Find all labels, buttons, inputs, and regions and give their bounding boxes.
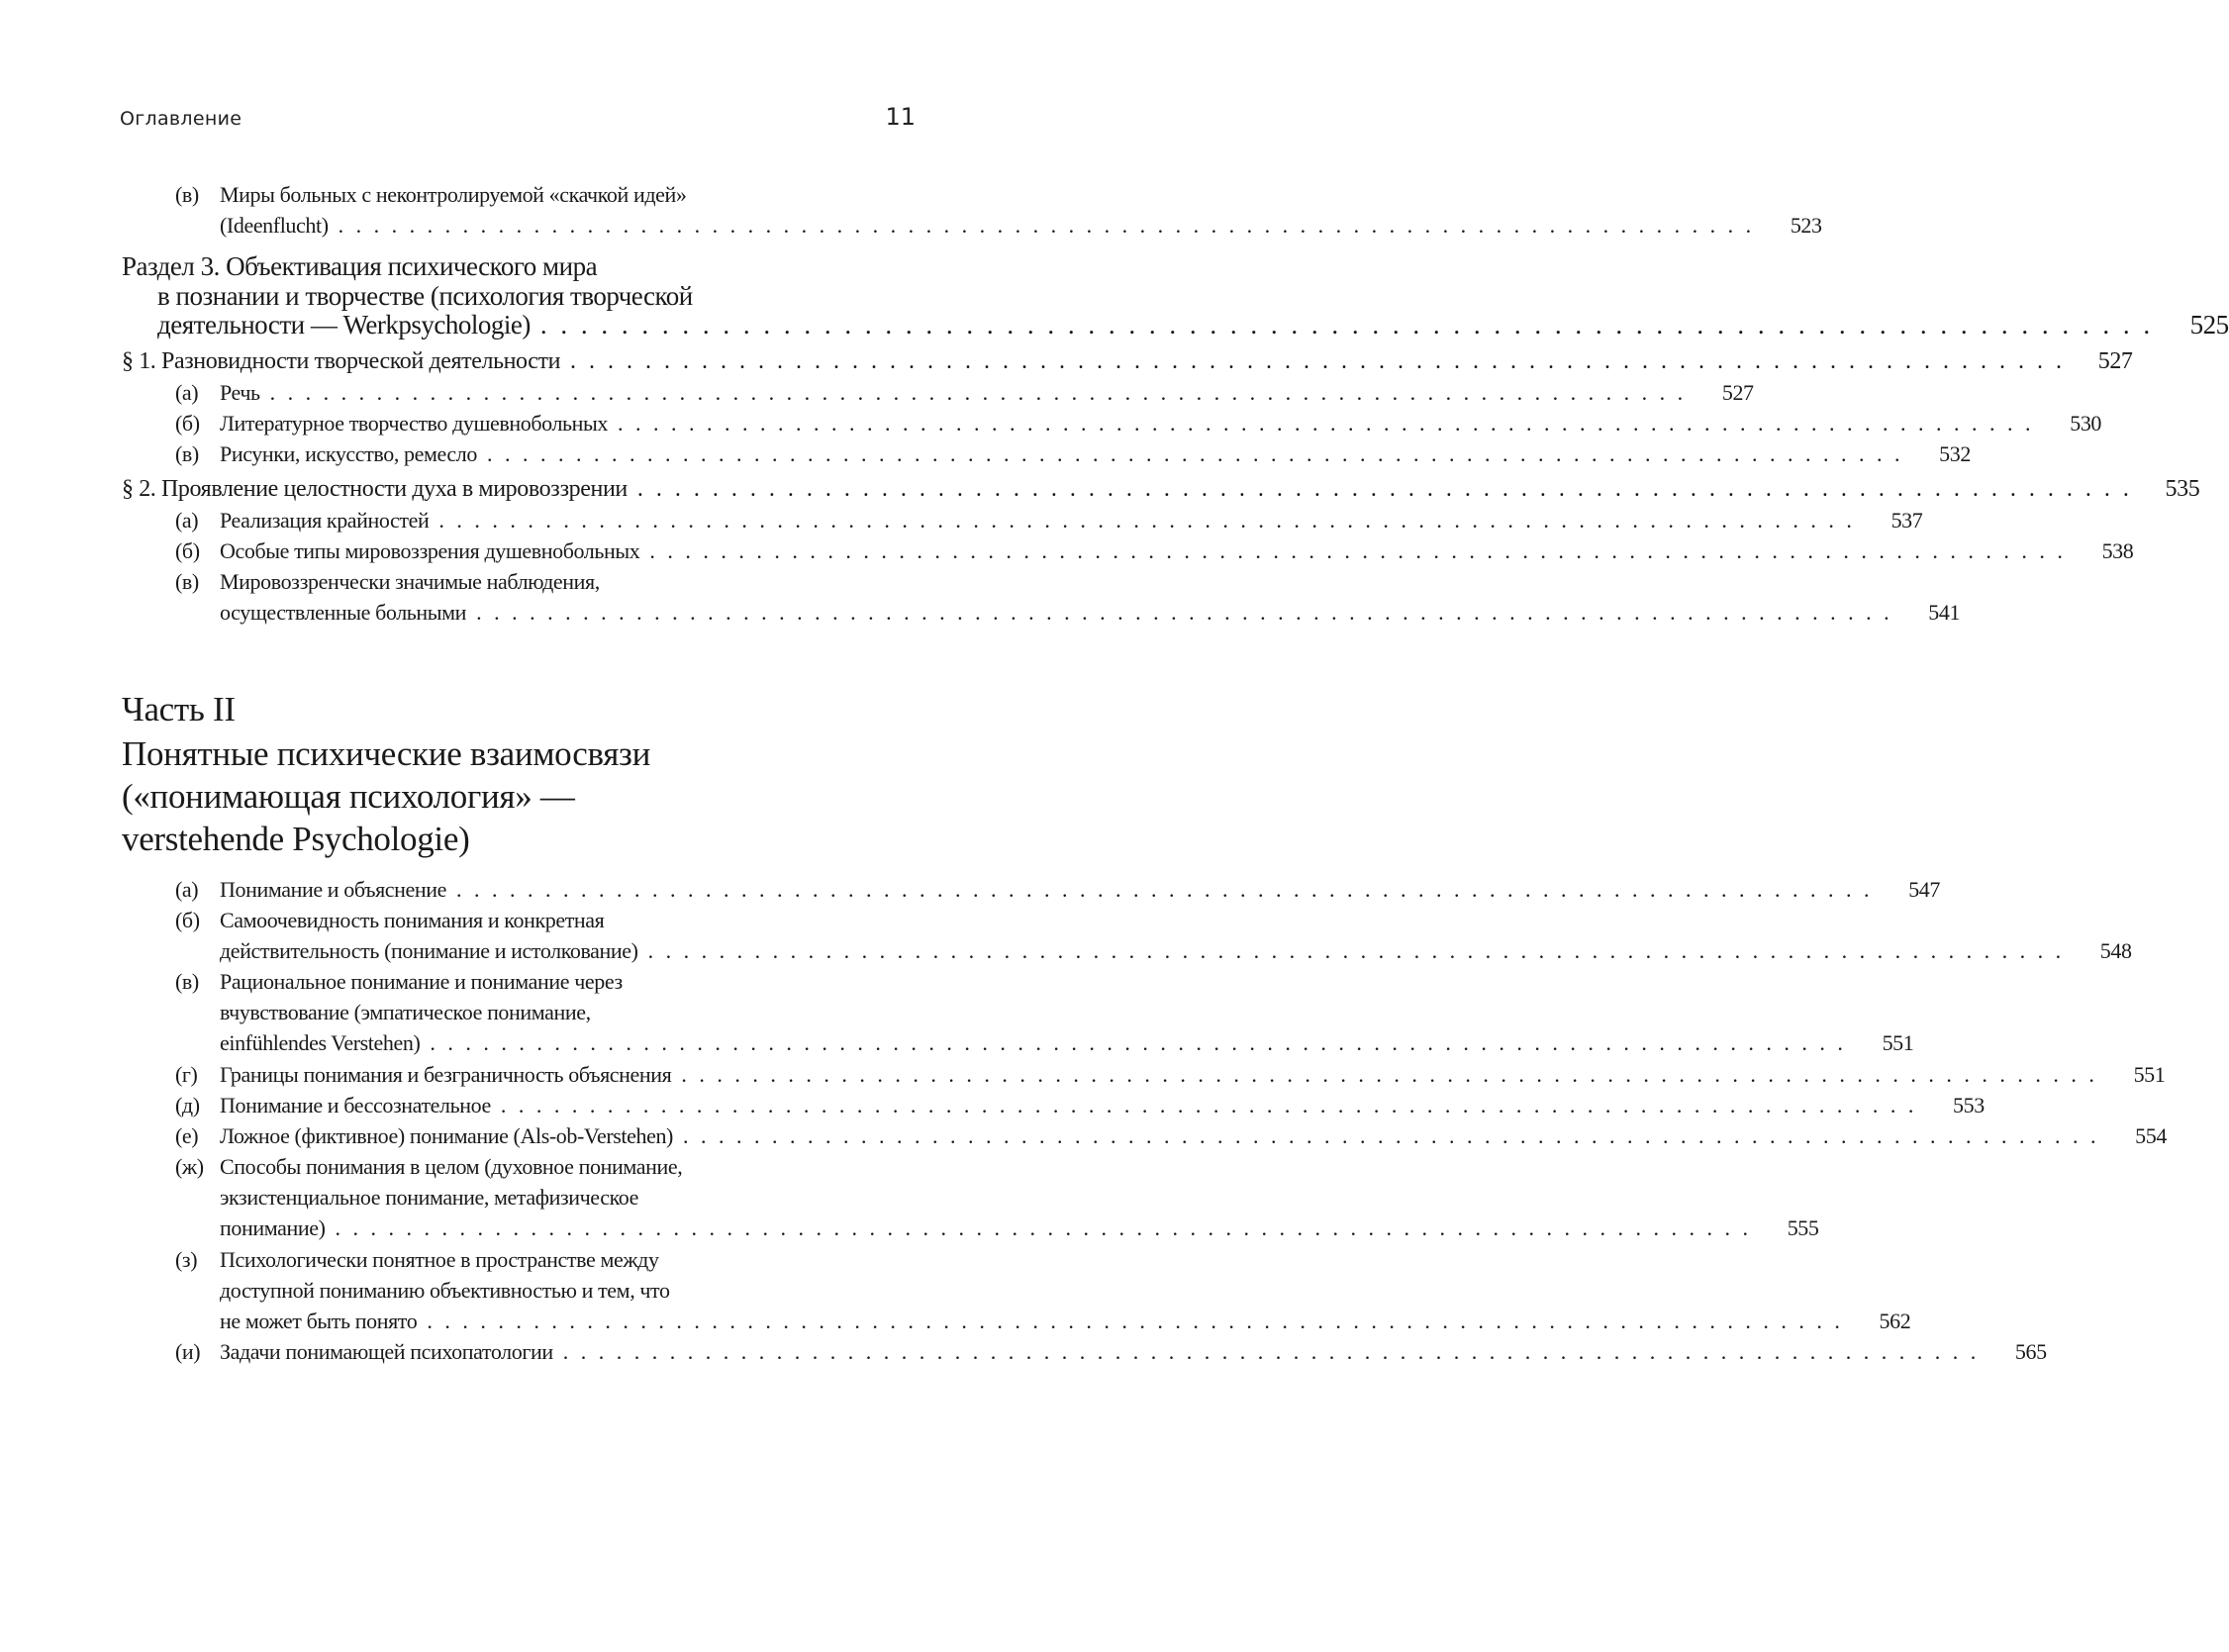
toc-section-entry[interactable] [0, 251, 2229, 340]
dot-leader: . . . . . . . . . . . . . . . . . . . . . . . . . . . . . . . . . . . . . . . . . . . . . . . . . . . . . . . . . . . . . . . . . . . . . . . . . . . . . . . . [430, 1030, 1847, 1055]
toc-item-title: в познании и творчестве (психология творческой [157, 280, 693, 311]
toc-page-number: 541 [1928, 600, 1961, 625]
toc-line [0, 282, 916, 312]
toc-line [0, 1027, 1914, 1058]
toc-line [0, 505, 1923, 535]
dot-leader: . . . . . . . . . . . . . . . . . . . . . . . . . . . . . . . . . . . . . . . . . . . . . . . . . . . . . . . . . . . . . . . . . . . . . . . . . . . . . . . . [562, 1339, 1980, 1364]
toc-subentry[interactable] [0, 1151, 1819, 1243]
toc-subentry[interactable] [0, 874, 1941, 905]
toc-line [0, 377, 1754, 408]
toc-line [0, 935, 2132, 966]
dot-leader: . . . . . . . . . . . . . . . . . . . . . . . . . . . . . . . . . . . . . . . . . . . . . . . . . . . . . . . . . . . . . . . . . . . . . . . . . . . . . . . . [438, 508, 1856, 533]
dot-leader: . . . . . . . . . . . . . . . . . . . . . . . . . . . . . . . . . . . . . . . . . . . . . . . . . . . . . . . . . . . . . . . . . . . . . . . . . . . . . . . . [456, 877, 1874, 902]
toc-item-title: осуществленные больными [220, 600, 467, 625]
toc-subentry[interactable] [0, 408, 2102, 438]
toc-subentry[interactable] [0, 505, 1923, 535]
dot-leader: . . . . . . . . . . . . . . . . . . . . . . . . . . . . . . . . . . . . . . . . . . . . . . . . . . . . . . . . . . . . . . . . . . . . . . . . . . . . . . . . [636, 476, 2133, 502]
toc-item-label: (б) [175, 908, 200, 932]
dot-leader: . . . . . . . . . . . . . . . . . . . . . . . . . . . . . . . . . . . . . . . . . . . . . . . . . . . . . . . . . . . . . . . . . . . . . . . . . . . . . . . . [539, 310, 2154, 340]
toc-subentry[interactable] [0, 905, 2132, 966]
toc-line [0, 1151, 916, 1182]
toc-page-number: 553 [1953, 1093, 1985, 1118]
toc-page-number: 523 [1790, 213, 1822, 238]
toc-subentry[interactable] [0, 1120, 2167, 1151]
toc-item-title: не может быть понято [220, 1309, 418, 1333]
toc-page-number: 537 [1890, 508, 1923, 533]
toc-line [0, 1059, 2166, 1090]
dot-leader: . . . . . . . . . . . . . . . . . . . . . . . . . . . . . . . . . . . . . . . . . . . . . . . . . . . . . . . . . . . . . . . . . . . . . . . . . . . . . . . . [338, 213, 1755, 238]
toc-page-number: 565 [2014, 1339, 2047, 1364]
toc-page-number: 551 [2133, 1062, 2166, 1087]
dot-leader: . . . . . . . . . . . . . . . . . . . . . . . . . . . . . . . . . . . . . . . . . . . . . . . . . . . . . . . . . . . . . . . . . . . . . . . . . . . . . . . . [486, 441, 1903, 466]
toc-page-number: 555 [1787, 1215, 1819, 1240]
toc-page-number: 530 [2070, 411, 2102, 436]
toc-subentry[interactable] [0, 179, 1822, 241]
toc-page-number: 548 [2099, 938, 2132, 963]
toc-item-title: экзистенциальное понимание, метафизическое [220, 1185, 638, 1210]
toc-item-title: доступной пониманию объективностью и тем, что [220, 1278, 670, 1303]
toc-page-number: 562 [1879, 1309, 1911, 1333]
toc-item-title: (Ideenflucht) [220, 213, 329, 238]
toc-item-title: Понимание и бессознательное [220, 1093, 491, 1118]
toc-item-title: Реализация крайностей [220, 508, 430, 533]
toc-line [0, 566, 916, 597]
toc-item-label: (в) [175, 569, 199, 594]
toc-line [0, 252, 916, 282]
toc-line [0, 210, 1822, 241]
running-header-title: Оглавление [120, 108, 242, 130]
toc-item-title: Мировоззренчески значимые наблюдения, [220, 569, 600, 594]
toc-item-title: Раздел 3. Объективация психического мира [122, 251, 598, 281]
toc-line [0, 597, 1961, 628]
toc-line [0, 1336, 2047, 1367]
toc-line [0, 1244, 916, 1275]
toc-line [0, 346, 2133, 377]
toc-page-number: 551 [1882, 1030, 1914, 1055]
toc-line [0, 1120, 2167, 1151]
dot-leader: . . . . . . . . . . . . . . . . . . . . . . . . . . . . . . . . . . . . . . . . . . . . . . . . . . . . . . . . . . . . . . . . . . . . . . . . . . . . . . . . [618, 411, 2035, 436]
toc-item-label: (а) [175, 508, 199, 533]
toc-line [0, 408, 2102, 438]
toc-item-label: (е) [175, 1123, 199, 1148]
dot-leader: . . . . . . . . . . . . . . . . . . . . . . . . . . . . . . . . . . . . . . . . . . . . . . . . . . . . . . . . . . . . . . . . . . . . . . . . . . . . . . . . [269, 380, 1687, 405]
toc-line [0, 1090, 1985, 1120]
toc-page-number: 547 [1908, 877, 1941, 902]
toc-item-title: § 1. Разновидности творческой деятельности [122, 348, 561, 374]
dot-leader: . . . . . . . . . . . . . . . . . . . . . . . . . . . . . . . . . . . . . . . . . . . . . . . . . . . . . . . . . . . . . . . . . . . . . . . . . . . . . . . . [682, 1123, 2099, 1148]
toc-page-number: 538 [2101, 538, 2134, 563]
dot-leader: . . . . . . . . . . . . . . . . . . . . . . . . . . . . . . . . . . . . . . . . . . . . . . . . . . . . . . . . . . . . . . . . . . . . . . . . . . . . . . . . [427, 1309, 1844, 1333]
toc-line [0, 997, 916, 1027]
toc-page-number: 554 [2135, 1123, 2167, 1148]
toc-subentry[interactable] [0, 377, 1754, 408]
dot-leader: . . . . . . . . . . . . . . . . . . . . . . . . . . . . . . . . . . . . . . . . . . . . . . . . . . . . . . . . . . . . . . . . . . . . . . . . . . . . . . . . [476, 600, 1893, 625]
page-number: 11 [885, 103, 916, 131]
toc-line [0, 179, 916, 210]
toc-item-title: § 2. Проявление целостности духа в мировоззрении [122, 476, 628, 502]
toc-subentry[interactable] [0, 1244, 1911, 1336]
part-number: Часть II [122, 690, 236, 729]
toc-item-title: вчувствование (эмпатическое понимание, [220, 1000, 591, 1024]
toc-line [0, 1213, 1819, 1243]
toc-item-title: einfühlendes Verstehen) [220, 1030, 421, 1055]
toc-item-title: Способы понимания в целом (духовное понимание, [220, 1154, 683, 1179]
toc-line [0, 438, 1971, 469]
toc-item-title: деятельности — Werkpsychologie) [157, 310, 531, 340]
toc-subentry[interactable] [0, 566, 1961, 628]
part-title-line: («понимающая психология» — [122, 777, 575, 816]
part-title-line: Понятные психические взаимосвязи [122, 734, 651, 773]
toc-item-label: (в) [175, 969, 199, 994]
toc-page-number: 527 [1721, 380, 1754, 405]
toc-item-title: Понимание и объяснение [220, 877, 447, 902]
toc-subentry[interactable] [0, 438, 1971, 469]
toc-item-label: (в) [175, 441, 199, 466]
dot-leader: . . . . . . . . . . . . . . . . . . . . . . . . . . . . . . . . . . . . . . . . . . . . . . . . . . . . . . . . . . . . . . . . . . . . . . . . . . . . . . . . [335, 1215, 1752, 1240]
toc-subentry[interactable] [0, 1336, 2047, 1367]
toc-section-entry[interactable] [0, 346, 2133, 377]
toc-item-title: Рисунки, искусство, ремесло [220, 441, 477, 466]
part-title-line: verstehende Psychologie) [122, 820, 470, 858]
toc-page-number: 525 [2189, 310, 2229, 340]
toc-item-label: (а) [175, 380, 199, 405]
toc-item-title: Психологически понятное в пространстве между [220, 1247, 659, 1272]
toc-line [0, 310, 2229, 340]
toc-page-number: 535 [2165, 476, 2200, 502]
dot-leader: . . . . . . . . . . . . . . . . . . . . . . . . . . . . . . . . . . . . . . . . . . . . . . . . . . . . . . . . . . . . . . . . . . . . . . . . . . . . . . . . [649, 538, 2067, 563]
toc-line [0, 535, 2134, 566]
toc-item-title: действительность (понимание и истолкование) [220, 938, 638, 963]
toc-subentry[interactable] [0, 1059, 2166, 1090]
toc-item-title: Особые типы мировоззрения душевнобольных [220, 538, 640, 563]
toc-item-label: (з) [175, 1247, 198, 1272]
toc-line [0, 1275, 916, 1306]
dot-leader: . . . . . . . . . . . . . . . . . . . . . . . . . . . . . . . . . . . . . . . . . . . . . . . . . . . . . . . . . . . . . . . . . . . . . . . . . . . . . . . . [500, 1093, 1917, 1118]
toc-item-title: Задачи понимающей психопатологии [220, 1339, 553, 1364]
dot-leader: . . . . . . . . . . . . . . . . . . . . . . . . . . . . . . . . . . . . . . . . . . . . . . . . . . . . . . . . . . . . . . . . . . . . . . . . . . . . . . . . [681, 1062, 2098, 1087]
toc-item-label: (ж) [175, 1154, 204, 1179]
toc-line [0, 1306, 1911, 1336]
toc-subentry[interactable] [0, 535, 2134, 566]
toc-item-label: (г) [175, 1062, 198, 1087]
toc-section-entry[interactable] [0, 474, 2200, 505]
toc-line [0, 874, 1941, 905]
toc-line [0, 966, 916, 997]
toc-item-label: (д) [175, 1093, 200, 1118]
toc-item-title: понимание) [220, 1215, 326, 1240]
dot-leader: . . . . . . . . . . . . . . . . . . . . . . . . . . . . . . . . . . . . . . . . . . . . . . . . . . . . . . . . . . . . . . . . . . . . . . . . . . . . . . . . [647, 938, 2065, 963]
toc-item-title: Самоочевидность понимания и конкретная [220, 908, 605, 932]
toc-item-label: (б) [175, 538, 200, 563]
toc-item-title: Литературное творчество душевнобольных [220, 411, 609, 436]
toc-subentry[interactable] [0, 966, 1914, 1058]
toc-page-number: 532 [1939, 441, 1971, 466]
toc-item-title: Границы понимания и безграничность объяснения [220, 1062, 672, 1087]
toc-item-label: (а) [175, 877, 199, 902]
toc-item-title: Речь [220, 380, 260, 405]
toc-subentry[interactable] [0, 1090, 1985, 1120]
toc-item-title: Рациональное понимание и понимание через [220, 969, 623, 994]
toc-item-title: Ложное (фиктивное) понимание (Als-ob-Verstehen) [220, 1123, 673, 1148]
dot-leader: . . . . . . . . . . . . . . . . . . . . . . . . . . . . . . . . . . . . . . . . . . . . . . . . . . . . . . . . . . . . . . . . . . . . . . . . . . . . . . . . [570, 348, 2066, 374]
toc-item-label: (в) [175, 182, 199, 207]
toc-page-number: 527 [2097, 348, 2133, 374]
toc-line [0, 1182, 916, 1213]
toc-item-title: Миры больных с неконтролируемой «скачкой идей» [220, 182, 687, 207]
toc-line [0, 905, 916, 935]
toc-item-label: (и) [175, 1339, 201, 1364]
toc-item-label: (б) [175, 411, 200, 436]
toc-line [0, 474, 2200, 505]
